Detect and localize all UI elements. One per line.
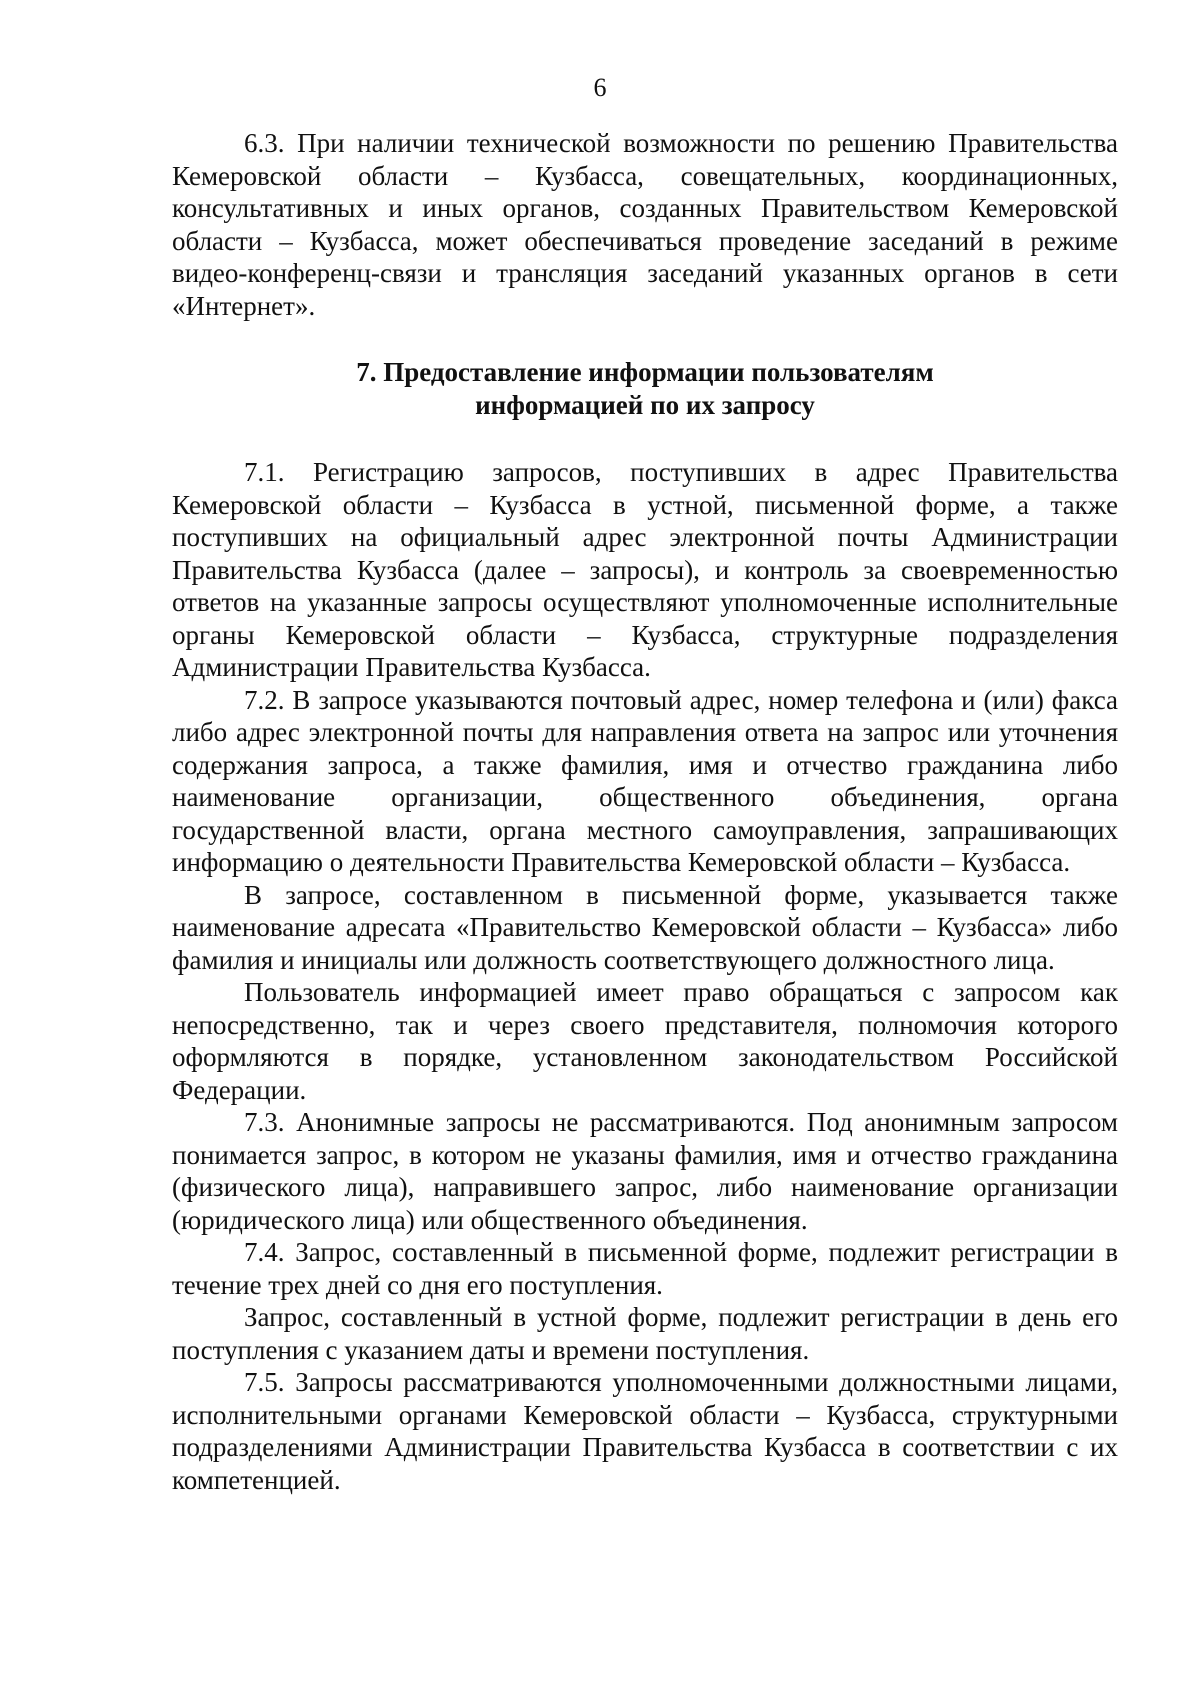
paragraph-7-4-oral-request: Запрос, составленный в устной форме, подлежит регистрации в день его поступления с указанием даты и времени поступления. xyxy=(172,1302,1118,1365)
paragraph-7-2-representative: Пользователь информацией имеет право обращаться с запросом как непосредственно, так и через своего представителя, полномочия которого оформляются в порядке, установленном законодательством Российской Федерации. xyxy=(172,977,1118,1105)
section-7-heading xyxy=(172,356,1118,422)
paragraph-7-2-written-request: В запросе, составленном в письменной форме, указывается также наименование адресата «Правительство Кемеровской области – Кузбасса» либо фамилия и инициалы или должность соответствующего должностного лица. xyxy=(172,879,1118,975)
paragraph-7-1: 7.1. Регистрацию запросов, поступивших в адрес Правительства Кемеровской области – Кузбасса в устной, письменной форме, а также поступивших на официальный адрес электронной почты Администрации Правительства Кузбасса (далее – запросы), и контроль за своевременностью ответов на указанные запросы осуществляют уполномоченные исполнительные органы Кемеровской области – Кузбасса, структурные подразделения Администрации Правительства Кузбасса. xyxy=(172,457,1118,682)
paragraph-7-5: 7.5. Запросы рассматриваются уполномоченными должностными лицами, исполнительными органами Кемеровской области – Кузбасса, структурными подразделениями Администрации Правительства Кузбасса в соответствии с их компетенцией. xyxy=(172,1367,1118,1495)
paragraph-7-4: 7.4. Запрос, составленный в письменной форме, подлежит регистрации в течение трех дней со дня его поступления. xyxy=(172,1237,1118,1300)
paragraph-6-3: 6.3. При наличии технической возможности по решению Правительства Кемеровской области – Кузбасса, совещательных, координационных, консультативных и иных органов, созданных Правительством Кемеровской области – Кузбасса, может обеспечиваться проведение заседаний в режиме видео-конференц-связи и трансляция заседаний указанных органов в сети «Интернет». xyxy=(172,128,1118,321)
page-number: 6 xyxy=(593,73,607,102)
paragraph-7-3: 7.3. Анонимные запросы не рассматриваются. Под анонимным запросом понимается запрос, в котором не указаны фамилия, имя и отчество гражданина (физического лица), направившего запрос, либо наименование организации (юридического лица) или общественного объединения. xyxy=(172,1107,1118,1235)
section-heading-line-1: 7. Предоставление информации пользователям xyxy=(356,357,934,387)
paragraph-7-2: 7.2. В запросе указываются почтовый адрес, номер телефона и (или) факса либо адрес электронной почты для направления ответа на запрос или уточнения содержания запроса, а также фамилия, имя и отчество гражданина либо наименование организации, общественного объединения, органа государственной власти, органа местного самоуправления, запрашивающих информацию о деятельности Правительства Кемеровской области – Кузбасса. xyxy=(172,684,1118,877)
section-heading-line-2: информацией по их запросу xyxy=(475,390,815,420)
document-body xyxy=(172,127,1118,1496)
